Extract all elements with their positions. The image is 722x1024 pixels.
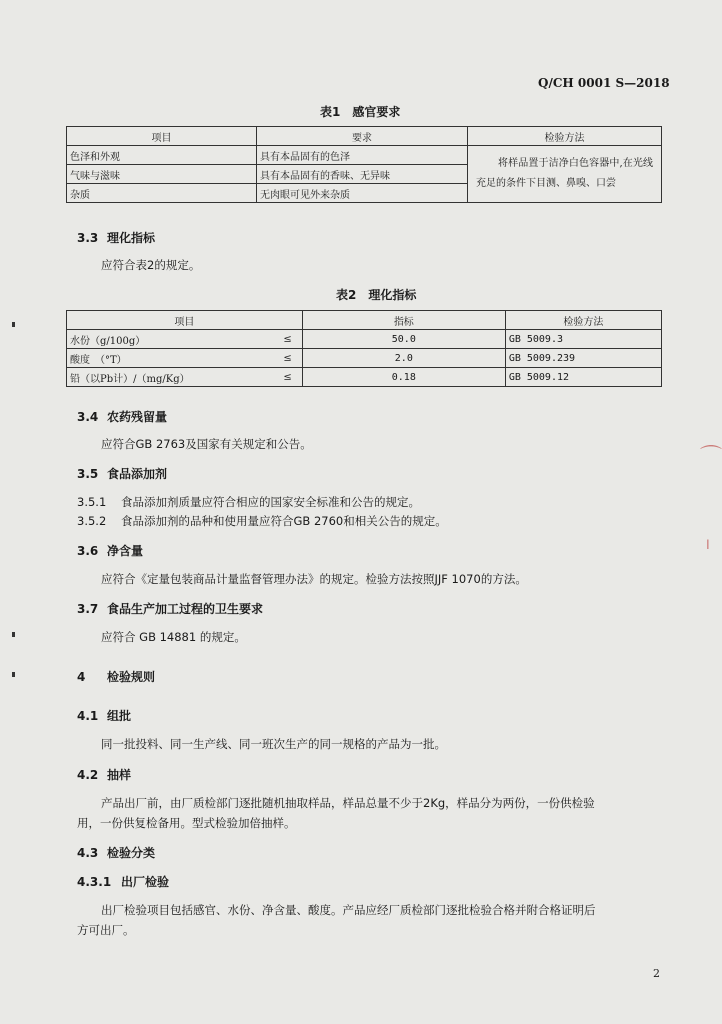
section-3-3-heading: [77, 229, 155, 246]
table2-method: GB 5009.3: [505, 330, 661, 349]
table2-method: GB 5009.12: [505, 368, 661, 387]
section-3-5-2: [77, 513, 447, 529]
section-number: 3.4: [77, 410, 99, 424]
section-number: 4.3: [77, 846, 99, 860]
scan-mark: [12, 322, 15, 327]
section-text: 食品添加剂的品种和使用量应符合GB 2760和相关公告的规定。: [121, 514, 447, 528]
table2-item: 水份（g/100g）: [67, 330, 234, 349]
section-number: 3.3: [77, 231, 99, 245]
table-row: [67, 349, 662, 368]
table1-title: 表1 感官要求: [320, 105, 401, 119]
section-4-3-heading: [77, 844, 155, 861]
section-title: 出厂检验: [121, 875, 170, 889]
section-title: 理化指标: [107, 231, 156, 245]
table-row: [67, 368, 662, 387]
table1-cell: 色泽和外观: [67, 146, 257, 165]
table-row: [67, 330, 662, 349]
table2-title: 表2 理化指标: [336, 288, 417, 302]
table2: [66, 310, 662, 387]
section-number: 4.3.1: [77, 875, 112, 889]
table1-cell: 具有本品固有的香味、无异味: [257, 165, 468, 184]
table2-op: ≤: [233, 330, 302, 349]
section-4-2-text-line2: 用，一份供复检备用。型式检验加倍抽样。: [77, 816, 296, 830]
table2-item: 铅（以Pb计）/（mg/Kg）: [67, 368, 234, 387]
table2-value: 0.18: [302, 368, 505, 387]
table1-method-cell: 将样品置于洁净白色容器中,在光线充足的条件下目测、鼻嗅、口尝: [468, 146, 662, 203]
section-title: 检验规则: [107, 670, 156, 684]
table2-method: GB 5009.239: [505, 349, 661, 368]
section-number: 4.2: [77, 768, 99, 782]
table1-header-row: [67, 127, 662, 146]
table2-op: ≤: [233, 368, 302, 387]
table1-header-method: 检验方法: [468, 127, 662, 146]
section-number: 4.1: [77, 709, 99, 723]
scan-mark: [12, 672, 15, 677]
section-3-6-heading: [77, 542, 143, 559]
section-title: 食品生产加工过程的卫生要求: [107, 602, 264, 616]
section-title: 检验分类: [107, 846, 156, 860]
table2-value: 50.0: [302, 330, 505, 349]
section-title: 农药残留量: [107, 410, 168, 424]
section-number: 4: [77, 670, 86, 684]
table2-header-item: 项目: [67, 311, 303, 330]
section-4-3-1-text-line2: 方可出厂。: [77, 923, 135, 937]
section-4-1-heading: [77, 707, 131, 724]
section-4-3-1-text-line1: 出厂检验项目包括感官、水份、净含量、酸度。产品应经厂质检部门逐批检验合格并附合格证明后: [101, 903, 596, 917]
section-3-4-heading: [77, 408, 167, 425]
seal-stamp-fragment: ╷: [703, 530, 713, 549]
section-number: 3.5.2: [77, 514, 107, 528]
section-3-4-text: 应符合GB 2763及国家有关规定和公告。: [101, 437, 312, 451]
table1-cell: 具有本品固有的色泽: [257, 146, 468, 165]
table1-cell: 气味与滋味: [67, 165, 257, 184]
section-3-5-1: [77, 494, 420, 510]
section-number: 3.5: [77, 467, 99, 481]
section-number: 3.7: [77, 602, 99, 616]
table1-header-item: 项目: [67, 127, 257, 146]
section-title: 组批: [107, 709, 132, 723]
scan-mark: [12, 632, 15, 637]
section-number: 3.5.1: [77, 495, 107, 509]
section-3-3-text: 应符合表2的规定。: [101, 258, 201, 272]
table2-op: ≤: [233, 349, 302, 368]
section-title: 净含量: [107, 544, 144, 558]
section-text: 食品添加剂质量应符合相应的国家安全标准和公告的规定。: [121, 495, 420, 509]
section-4-2-heading: [77, 766, 131, 783]
seal-stamp-fragment: ⌒: [700, 445, 722, 470]
section-3-7-heading: [77, 600, 263, 617]
table2-header-method: 检验方法: [505, 311, 661, 330]
section-3-6-text: 应符合《定量包装商品计量监督管理办法》的规定。检验方法按照JJF 1070的方法。: [101, 572, 527, 586]
section-4-2-text-line1: 产品出厂前，由厂质检部门逐批随机抽取样品，样品总量不少于2Kg，样品分为两份，一份供检验: [101, 796, 595, 810]
standard-code: Q/CH 0001 S—2018: [538, 76, 670, 90]
table2-item: 酸度 （°T）: [67, 349, 234, 368]
table2-header-value: 指标: [302, 311, 505, 330]
page-number: 2: [653, 967, 660, 980]
section-4-1-text: 同一批投料、同一生产线、同一班次生产的同一规格的产品为一批。: [101, 737, 446, 751]
table1-cell: 无肉眼可见外来杂质: [257, 184, 468, 203]
table1: [66, 126, 662, 203]
table2-value: 2.0: [302, 349, 505, 368]
section-title: 食品添加剂: [107, 467, 168, 481]
table1-header-requirement: 要求: [257, 127, 468, 146]
section-title: 抽样: [107, 768, 132, 782]
section-4-heading: [77, 668, 155, 685]
section-number: 3.6: [77, 544, 99, 558]
table1-cell: 杂质: [67, 184, 257, 203]
section-4-3-1-heading: [77, 873, 169, 890]
section-3-5-heading: [77, 465, 167, 482]
table-row: [67, 146, 662, 165]
table2-header-row: [67, 311, 662, 330]
section-3-7-text: 应符合 GB 14881 的规定。: [101, 630, 246, 644]
